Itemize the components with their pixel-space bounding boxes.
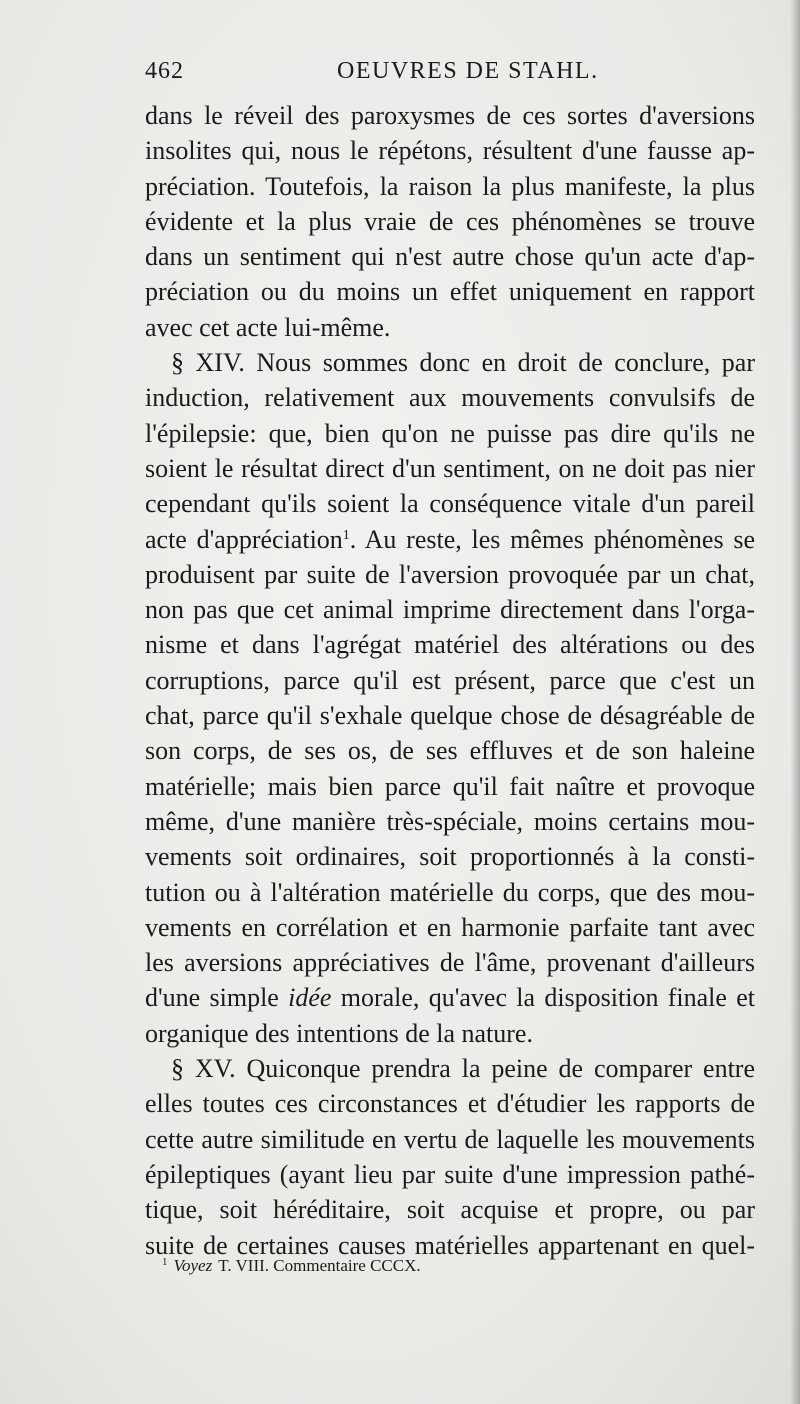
text-line: tution ou à l'altération matérielle du corps, que des mou- bbox=[145, 877, 755, 907]
text-line: nisme et dans l'agrégat matériel des altérations ou des bbox=[145, 630, 755, 660]
text-line: évidente et la plus vraie de ces phénomènes se trouve bbox=[145, 206, 755, 236]
footnote-reference: 1 bbox=[342, 527, 350, 543]
text-line: vements soit ordinaires, soit proportionnés à la consti- bbox=[145, 842, 755, 872]
text-line: même, d'une manière très-spéciale, moins certains mou- bbox=[145, 806, 755, 836]
text-line: épileptiques (ayant lieu par suite d'une impression pathé- bbox=[145, 1159, 755, 1189]
text-line: dans le réveil des paroxysmes de ces sortes d'aversions bbox=[145, 101, 755, 130]
running-title: OEUVRES DE STAHL. bbox=[337, 58, 599, 84]
footnote-italic: Voyez bbox=[173, 1256, 213, 1275]
text-line: insolites qui, nous le répétons, résultent d'une fausse ap- bbox=[145, 136, 755, 166]
text-line: produisent par suite de l'aversion provoquée par un chat, bbox=[145, 559, 755, 589]
text-line bbox=[145, 522, 755, 557]
text-line: soient le résultat direct d'un sentiment, on ne doit pas nier bbox=[145, 453, 755, 483]
section-xiv-start: § XIV. Nous sommes donc en droit de conclure, par bbox=[171, 348, 755, 378]
body-text bbox=[145, 98, 755, 1263]
page-number: 462 bbox=[145, 58, 184, 84]
italic-word: idée bbox=[288, 983, 332, 1013]
text-line: tique, soit héréditaire, soit acquise et propre, ou par bbox=[145, 1195, 755, 1225]
text-line: suite de certaines causes matérielles appartenant en quel- bbox=[145, 1230, 755, 1260]
page-edge-shadow bbox=[790, 0, 800, 1404]
text-line: chat, parce qu'il s'exhale quelque chose de désagréable de bbox=[145, 701, 755, 731]
text-line: dans un sentiment qui n'est autre chose qu'un acte d'ap- bbox=[145, 242, 755, 272]
text-line bbox=[145, 980, 755, 1015]
text-line: non pas que cet animal imprime directement dans l'orga- bbox=[145, 595, 755, 625]
text-span: . Au reste, les mêmes phénomènes se bbox=[349, 524, 755, 554]
footnote-mark: 1 bbox=[162, 1256, 168, 1268]
text-line: les aversions appréciatives de l'âme, provenant d'ailleurs bbox=[145, 948, 755, 978]
section-xv-start: § XV. Quiconque prendra la peine de comparer entre bbox=[171, 1054, 755, 1084]
text-line: cette autre similitude en vertu de laquelle les mouvements bbox=[145, 1124, 755, 1154]
footnote-text: T. VIII. Commentaire CCCX. bbox=[218, 1256, 421, 1275]
page-header bbox=[145, 58, 755, 92]
text-line: préciation. Toutefois, la raison la plus manifeste, la plus bbox=[145, 171, 755, 201]
text-line: organique des intentions de la nature. bbox=[145, 1018, 533, 1048]
text-line: corruptions, parce qu'il est présent, parce que c'est un bbox=[145, 665, 755, 695]
text-line: elles toutes ces circonstances et d'étudier les rapports de bbox=[145, 1089, 755, 1119]
text-span: morale, qu'avec la disposition finale et bbox=[331, 983, 755, 1013]
text-span: d'une simple bbox=[145, 983, 289, 1013]
text-line: l'épilepsie: que, bien qu'on ne puisse pas dire qu'ils ne bbox=[145, 418, 755, 448]
text-line: son corps, de ses os, de ses effluves et de son haleine bbox=[145, 736, 755, 766]
text-line: avec cet acte lui-même. bbox=[145, 312, 391, 342]
text-line: matérielle; mais bien parce qu'il fait naître et provoque bbox=[145, 771, 755, 801]
text-span: acte d'appréciation bbox=[145, 524, 343, 554]
footnote bbox=[162, 1256, 421, 1276]
text-line: vements en corrélation et en harmonie parfaite tant avec bbox=[145, 912, 755, 942]
text-line: préciation ou du moins un effet uniquement en rapport bbox=[145, 277, 755, 307]
text-line: induction, relativement aux mouvements convulsifs de bbox=[145, 383, 755, 413]
text-line: cependant qu'ils soient la conséquence vitale d'un pareil bbox=[145, 489, 755, 519]
